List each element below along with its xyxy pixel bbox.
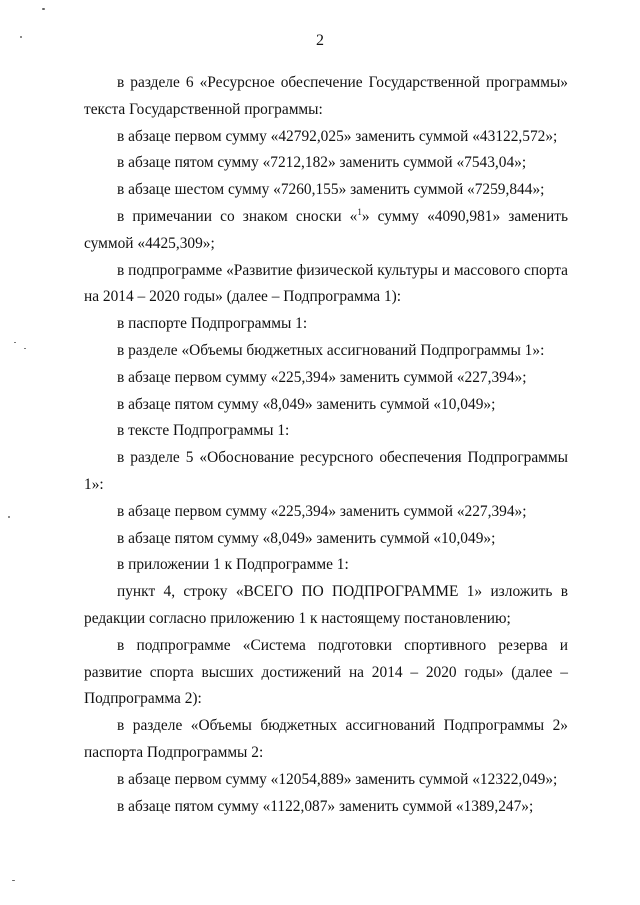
paragraph-item-4: пункт 4, строку «ВСЕГО ПО ПОДПРОГРАММЕ 1» изложить в редакции согласно приложению 1 к настоящему постановлению;: [84, 583, 568, 627]
paragraph-s5-amount-fifth: в абзаце пятом сумму «8,049» заменить суммой «10,049»;: [117, 529, 496, 547]
paragraph-subprogram-2: в подпрограмме «Система подготовки спортивного резерва и развитие спорта высших достижений на 2014 – 2020 годы» (далее – Подпрограмма 2):: [84, 636, 568, 708]
scan-speck: [24, 348, 26, 349]
paragraph-sp1-amount-fifth: в абзаце пятом сумму «8,049» заменить суммой «10,049»;: [117, 395, 496, 413]
paragraph-appendix-1: в приложении 1 к Подпрограмме 1:: [117, 556, 349, 574]
paragraph-amount-first: в абзаце первом сумму «42792,025» заменить суммой «43122,572»;: [117, 127, 558, 145]
paragraph-text-sp1: в тексте Подпрограммы 1:: [117, 422, 290, 440]
scan-speck: [20, 36, 22, 38]
paragraph-s5-amount-first: в абзаце первом сумму «225,394» заменить суммой «227,394»;: [117, 502, 527, 520]
document-body: [84, 70, 568, 820]
paragraph-footnote-note: [84, 204, 568, 258]
scan-speck: [8, 516, 10, 518]
footnote-text-before: в примечании со знаком сноски «: [117, 207, 358, 225]
paragraph-amount-sixth: в абзаце шестом сумму «7260,155» заменить суммой «7259,844»;: [117, 181, 545, 199]
paragraph-sp2-amount-fifth: в абзаце пятом сумму «1122,087» заменить суммой «1389,247»;: [117, 797, 534, 815]
paragraph-amount-fifth: в абзаце пятом сумму «7212,182» заменить суммой «7543,04»;: [117, 154, 527, 172]
paragraph-subprogram-1: в подпрограмме «Развитие физической культуры и массового спорта на 2014 – 2020 годы» (далее – Подпрограмма 1):: [84, 261, 568, 306]
scan-speck: [14, 342, 16, 343]
scan-speck: [12, 880, 15, 881]
page-number: 2: [316, 32, 324, 49]
paragraph-budget-section-1: в разделе «Объемы бюджетных ассигнований Подпрограммы 1»:: [117, 341, 545, 359]
paragraph-sp1-amount-first: в абзаце первом сумму «225,394» заменить суммой «227,394»;: [117, 368, 527, 386]
footnote-text-after: » сумму «4090,981» заменить суммой «4425,309»;: [84, 207, 568, 252]
paragraph-passport-1: в паспорте Подпрограммы 1:: [117, 315, 308, 333]
paragraph-sp2-amount-first: в абзаце первом сумму «12054,889» заменить суммой «12322,049»;: [117, 770, 558, 788]
paragraph-section-5: в разделе 5 «Обоснование ресурсного обеспечения Подпрограммы 1»:: [84, 449, 568, 493]
paragraph-section-6: в разделе 6 «Ресурсное обеспечение Государственной программы» текста Государственной программы:: [84, 74, 568, 118]
scan-speck: [42, 8, 45, 10]
footnote-superscript: 1: [357, 206, 362, 217]
paragraph-budget-section-2: в разделе «Объемы бюджетных ассигнований Подпрограммы 2» паспорта Подпрограммы 2:: [84, 717, 568, 761]
